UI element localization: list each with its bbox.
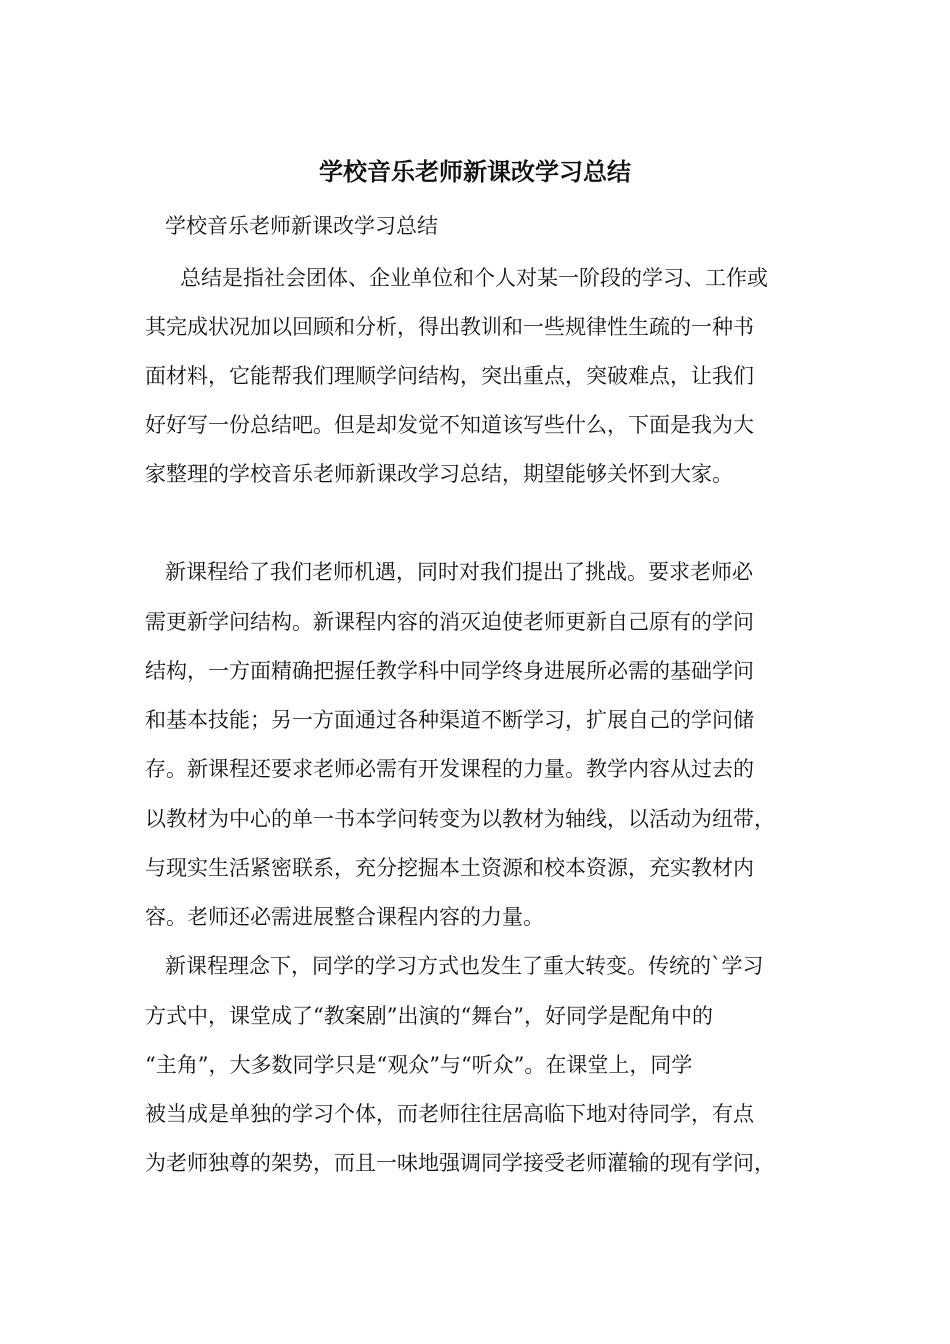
text-line: “主角”，大多数同学只是“观众”与“听众”。在课堂上，同学 [145,1053,693,1077]
text-line: 以教材为中心的单一书本学问转变为以教材为轴线，以活动为纽带， [145,807,775,831]
document-subtitle: 学校音乐老师新课改学习总结 [165,214,438,238]
text-line: 存。新课程还要求老师必需有开发课程的力量。教学内容从过去的 [145,757,754,781]
text-line: 总结是指社会团体、企业单位和个人对某一阶段的学习、工作或 [180,266,768,290]
text-line: 容。老师还必需进展整合课程内容的力量。 [145,905,544,929]
text-line: 家整理的学校音乐老师新课改学习总结，期望能够关怀到大家。 [145,462,733,486]
text-line: 需更新学问结构。新课程内容的消灭迫使老师更新自己原有的学问 [145,610,754,634]
text-line: 新课程给了我们老师机遇，同时对我们提出了挑战。要求老师必 [165,560,753,584]
text-line: 为老师独尊的架势，而且一味地强调同学接受老师灌输的现有学问， [145,1151,775,1175]
text-line: 好好写一份总结吧。但是却发觉不知道该写些什么，下面是我为大 [145,413,754,437]
text-line: 与现实生活紧密联系，充分挖掘本土资源和校本资源，充实教材内 [145,856,754,880]
document-title: 学校音乐老师新课改学习总结 [319,157,631,186]
text-line: 被当成是单独的学习个体，而老师往往居高临下地对待同学，有点 [145,1102,754,1126]
text-line: 方式中，课堂成了“教案剧”出演的“舞台”，好同学是配角中的 [145,1004,713,1028]
text-line: 面材料，它能帮我们理顺学问结构，突出重点，突破难点，让我们 [145,364,754,388]
text-line: 新课程理念下，同学的学习方式也发生了重大转变。传统的`学习 [165,954,764,978]
text-line: 其完成状况加以回顾和分析，得出教训和一些规律性生疏的一种书 [145,315,754,339]
text-line: 结构，一方面精确把握任教学科中同学终身进展所必需的基础学问 [145,659,754,683]
text-line: 和基本技能；另一方面通过各种渠道不断学习，扩展自己的学问储 [145,708,754,732]
